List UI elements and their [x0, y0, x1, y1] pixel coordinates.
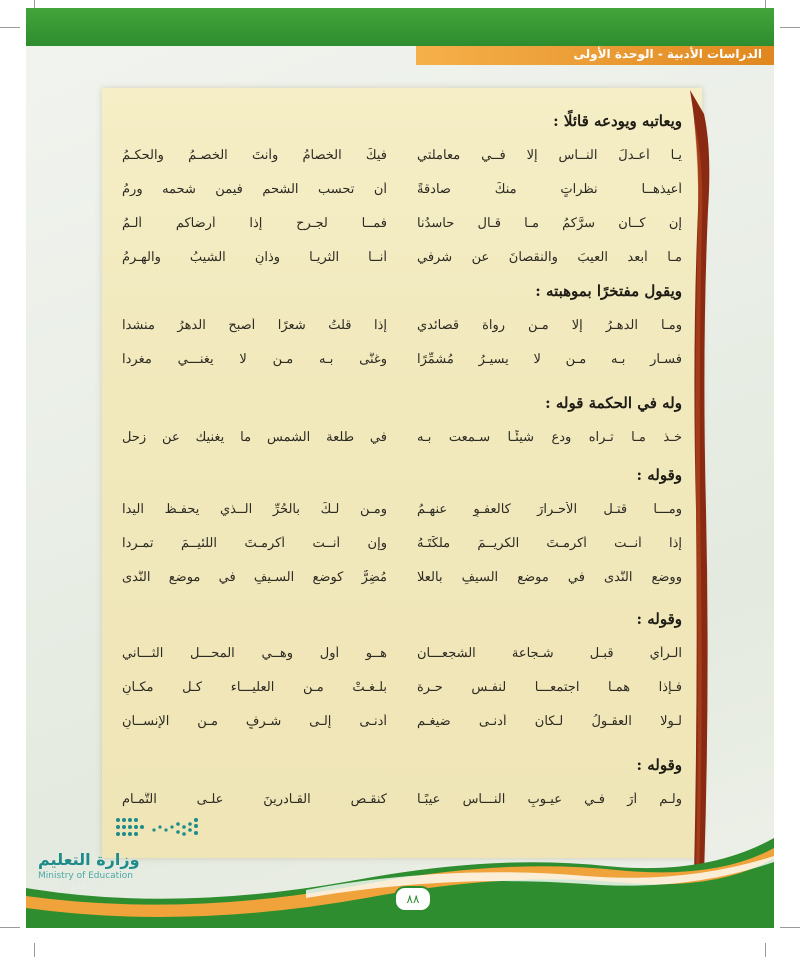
second-hemistich: ومـن لـكَ بالحُرِّ الــذي يحفـظ اليدا	[122, 502, 387, 517]
verse-line	[122, 502, 682, 526]
top-green-bar	[26, 8, 774, 46]
first-hemistich: يـا أعـدلَ النــاسِ إلا فــي معاملتي	[417, 148, 682, 163]
verse-line	[122, 250, 682, 274]
second-hemistich: فيكَ الخصامُ وأنتَ الخصـمُ والحكـمُ	[122, 148, 387, 163]
second-hemistich: وغنَّى بـه مـن لا يغنـــي مغردا	[122, 352, 387, 367]
first-hemistich: أعيذهــا نظراتٍ منكَ صادقةً	[417, 182, 682, 197]
crop-mark	[34, 943, 35, 957]
verse-line	[122, 792, 682, 816]
verse-line	[122, 570, 682, 594]
verse-line	[122, 352, 682, 376]
second-hemistich: في طلعة الشمس ما يغنيك عن زحل	[122, 430, 387, 445]
ribbon-decoration	[690, 90, 716, 876]
second-hemistich: وإن أنــت أكرمـتَ اللئيــمَ تمـردا	[122, 536, 387, 551]
first-hemistich: الـرأي قبـل شـجاعة الشجعـــان	[417, 646, 682, 661]
second-hemistich: هــو أول وهــي المحـــل الثـــاني	[122, 646, 387, 661]
crop-mark	[0, 27, 20, 28]
first-hemistich: ومـــا قتـل الأحـرارَ كالعفـوِ عنهـمُ	[417, 502, 682, 517]
crop-mark	[765, 943, 766, 957]
verse-line	[122, 714, 682, 738]
first-hemistich: ومـا الدهـرُ إلا مـن رواة قصائدي	[417, 318, 682, 333]
ministry-logo-icon	[114, 814, 204, 840]
first-hemistich: ووضع النَّدى في موضعِ السيفِ بالعلا	[417, 570, 682, 585]
ministry-name-english: Ministry of Education	[38, 871, 133, 881]
verse-line	[122, 318, 682, 342]
second-hemistich: كنقـصِ القـادرينَ علـى التَّمـامِ	[122, 792, 387, 807]
verse-line	[122, 680, 682, 704]
crop-mark	[0, 927, 20, 928]
verse-line	[122, 536, 682, 560]
page-number: ٨٨	[394, 886, 432, 912]
section-heading: وقوله :	[636, 756, 682, 774]
second-hemistich: مُضِرٌّ كوضعِ السـيفِ في موضعِ النَّدى	[122, 570, 387, 585]
section-heading: ويقول مفتخرًا بموهبته :	[535, 282, 682, 300]
first-hemistich: خـذ مـا تـراه ودع شيئًـا سـمعت بـه	[417, 430, 682, 445]
first-hemistich: لـولا العقـولُ لـكان أدنـى ضيغـم	[417, 714, 682, 729]
section-title: الدراسات الأدبية - الوحدة الأولى	[573, 47, 762, 61]
first-hemistich: فـإذا همـا اجتمعـــا لنفـسٍ حـرة	[417, 680, 682, 695]
verse-line	[122, 216, 682, 240]
second-hemistich: إذا قلتُ شعرًا أصبح الدهرُ منشدا	[122, 318, 387, 333]
second-hemistich: بلـغـتْ مـن العليـــاء كـل مكـانِ	[122, 680, 387, 695]
textbook-page	[26, 8, 774, 928]
second-hemistich: أنــا الثريـا وذانِ الشيبُ والهـرمُ	[122, 250, 387, 265]
second-hemistich: أن تحسب الشحم فيمن شحمه ورمُ	[122, 182, 387, 197]
first-hemistich: مـا أبعد العيبَ والنقصانَ عن شرفي	[417, 250, 682, 265]
section-heading: وقوله :	[636, 466, 682, 484]
first-hemistich: فسـار بـه مـن لا يسيـرُ مُشمِّرًا	[417, 352, 682, 367]
second-hemistich: أدنـى إلـى شـرفٍ مـن الإنســانِ	[122, 714, 387, 729]
ministry-name-arabic: وزارة التعليم	[38, 850, 140, 869]
second-hemistich: فمــا لجـرحٍ إذا أرضاكم ألـمُ	[122, 216, 387, 231]
verse-line	[122, 148, 682, 172]
edition-year: 2021 - 1443	[38, 882, 93, 892]
section-heading: وقوله :	[636, 610, 682, 628]
crop-mark	[780, 27, 800, 28]
first-hemistich: ولـم أرَ فـي عيـوبِ النـــاسِ عيبًـا	[417, 792, 682, 807]
verse-line	[122, 430, 682, 454]
first-hemistich: إذا أنــت أكرمـتَ الكريــمَ ملكْتَـهُ	[417, 536, 682, 551]
section-heading: وله في الحكمة قوله :	[545, 394, 682, 412]
verse-line	[122, 182, 682, 206]
verse-line	[122, 646, 682, 670]
section-header-strip	[416, 46, 774, 65]
first-hemistich: إن كــان سرَّكمُ مـا قـال حاسدُنا	[417, 216, 682, 231]
section-heading: ويعاتبه ويودعه قائلًا :	[553, 112, 682, 130]
crop-mark	[780, 927, 800, 928]
